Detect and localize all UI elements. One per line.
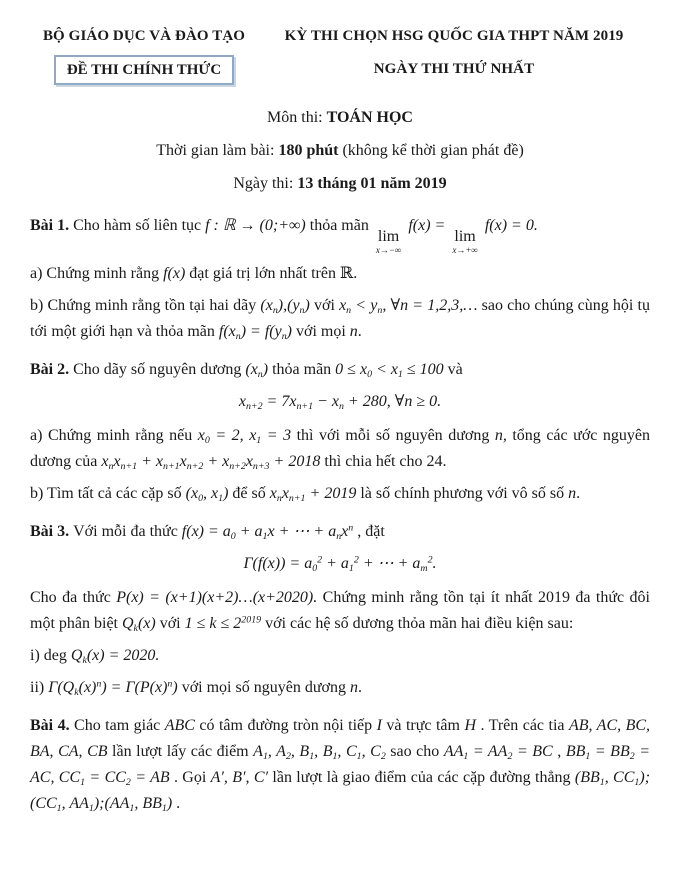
text-run: lần lượt lấy các điểm	[107, 743, 254, 760]
text-run: I	[376, 717, 382, 734]
ministry-name: BỘ GIÁO DỤC VÀ ĐÀO TẠO	[42, 28, 246, 44]
problem-3-body	[30, 585, 650, 637]
text-run: 180 phút	[278, 142, 339, 159]
text-run: .	[172, 795, 181, 812]
text-run: ,	[552, 743, 566, 760]
text-run: $x_nx_{n+1} + 2019$	[269, 485, 357, 505]
problem-4-statement	[30, 713, 650, 817]
text-run: với các hệ số dương thỏa mãn hai điều kiện sau:	[261, 615, 574, 632]
problem-3-cond-i	[30, 643, 650, 669]
header-left-column	[30, 26, 258, 85]
text-run: n	[349, 679, 358, 696]
text-run: ii)	[30, 679, 49, 696]
subject-line	[30, 107, 650, 129]
text-run: (không kể thời gian phát đề)	[338, 142, 524, 159]
text-run: thì với mỗi số nguyên dương	[291, 427, 495, 444]
text-run: Chứng minh rằng tồn tại ít nhất 2019 đa thức đôi một phân biệt	[30, 589, 651, 632]
text-run: $Q_k(x)$	[121, 615, 156, 635]
text-run: $0 \le x_0 < x_1 \le 100$	[335, 361, 444, 381]
text-run: Với mỗi đa thức	[73, 523, 182, 540]
text-run: f(x)	[163, 265, 186, 282]
exam-info-block	[30, 107, 650, 195]
text-run: b) Chứng minh rằng tồn tại hai dãy	[30, 297, 261, 314]
official-exam-box: ĐỀ THI CHÍNH THỨC	[54, 55, 234, 85]
text-run: P(x) = (x+1)(x+2)…(x+2020).	[116, 589, 318, 606]
text-run: để số	[228, 485, 270, 502]
exam-name: KỲ THI CHỌN HSG QUỐC GIA THPT NĂM 2019	[284, 28, 624, 44]
text-run: f : ℝ → (0;+∞)	[205, 217, 306, 234]
text-run: Cho hàm số liên tục	[73, 217, 206, 234]
text-run: với mọi số nguyên dương	[177, 679, 350, 696]
problem-1-part-a	[30, 261, 650, 287]
document-header	[30, 26, 650, 85]
text-run: a) Chứng minh rằng	[30, 265, 164, 282]
text-run: .	[357, 323, 362, 340]
text-run: sao cho chúng cùng hội tụ tới một giới hạn và thỏa mãn	[30, 297, 650, 340]
text-run: ABC	[164, 717, 195, 734]
duration-line	[30, 140, 650, 162]
text-run: TOÁN HỌC	[326, 109, 413, 126]
text-run: Bài 4.	[30, 717, 75, 734]
text-run: $BB_1 = BB_2$ = AC, $CC_1 = CC_2$ = AB	[30, 743, 651, 789]
problem-3-cond-ii	[30, 675, 650, 701]
text-run: $x_0 = 2$, $x_1 = 3$	[197, 427, 292, 447]
text-run: với	[309, 297, 340, 314]
text-run: Bài 2.	[30, 361, 74, 378]
limit-operator: lim x→+∞	[452, 228, 478, 255]
text-run: $x_n < y_n$, ∀n = 1,2,3,…	[339, 297, 478, 317]
text-run: và	[443, 361, 463, 378]
problem-3-statement	[30, 519, 650, 545]
text-run: Môn thi:	[267, 109, 327, 126]
text-run: i) deg	[30, 647, 71, 664]
text-run: $(x_n),(y_n)$	[260, 297, 310, 317]
text-run: thỏa mãn	[268, 361, 336, 378]
text-run: f(x) = 0.	[480, 217, 538, 234]
exam-date-line	[30, 173, 650, 195]
text-run: ($x_0$, $x_1$)	[185, 485, 229, 505]
text-run: Bài 3.	[30, 523, 74, 540]
exam-day: NGÀY THI THỨ NHẤT	[373, 61, 535, 77]
text-run: với	[155, 615, 185, 632]
text-run: đạt giá trị lớn nhất trên ℝ.	[185, 265, 358, 282]
text-run: $f(x_n) = f(y_n)$	[218, 323, 292, 343]
text-run: $Q_k(x) = 2020$.	[70, 647, 160, 667]
problem-2-recurrence	[30, 389, 650, 415]
text-run: Thời gian làm bài:	[156, 142, 279, 159]
text-run: A′, B′, C′	[210, 769, 269, 786]
text-run: thỏa mãn	[305, 217, 373, 234]
text-run: . Gọi	[169, 769, 211, 786]
text-run: $x_{n+2} = 7x_{n+1} - x_n + 280$, ∀n ≥ 0.	[238, 393, 442, 413]
problem-list	[30, 213, 650, 817]
text-run: AB, AC, BC, BA, CA, CB	[30, 717, 651, 760]
text-run: lần lượt là giao điểm của các cặp đường thẳng	[268, 769, 575, 786]
text-run: $\Gamma(f(x)) = a_0^2 + a_1^2$ + ⋯ + $a_m^2$.	[243, 554, 437, 575]
text-run: có tâm đường tròn nội tiếp	[194, 717, 377, 734]
text-run: Cho tam giác	[74, 717, 165, 734]
text-run: $f(x) = a_0 + a_1x$ + ⋯ + $a_nx^n$	[181, 522, 354, 543]
text-run: H	[464, 717, 476, 734]
text-run: . Trên các tia	[476, 717, 569, 734]
text-run: ($BB_1$, $CC_1);(CC_1$, $AA_1);(AA_1$, $BB_1$)	[30, 769, 651, 815]
text-run: Cho đa thức	[30, 589, 117, 606]
text-run: n	[568, 485, 577, 502]
header-right-column	[258, 26, 650, 79]
problem-3-gamma-def	[30, 551, 650, 577]
text-run: $x_nx_{n+1} + x_{n+1}x_{n+2} + x_{n+2}x_{n+3} + 2018$	[101, 453, 321, 473]
text-run: là số chính phương với vô số số	[356, 485, 569, 502]
text-run: $(x_n)$	[245, 361, 269, 381]
text-run: 13 tháng 01 năm 2019	[297, 175, 447, 192]
text-run: $\Gamma(Q_k(x)^n) = \Gamma(P(x)^n)$	[48, 678, 178, 699]
text-run: thì chia hết cho 24.	[320, 453, 447, 470]
text-run: $1 \le k \le 2^{2019}$	[184, 614, 262, 632]
text-run: $A_1$, $A_2$, $B_1$, $B_1$, $C_1$, $C_2$	[253, 743, 386, 763]
text-run: f(x) =	[404, 217, 450, 234]
text-run: , đặt	[353, 523, 385, 540]
text-run: $AA_1 = AA_2$ = BC	[443, 743, 553, 763]
text-run: Cho dãy số nguyên dương	[73, 361, 246, 378]
text-run: tổng các ước nguyên dương của	[30, 427, 650, 470]
problem-2-statement	[30, 357, 650, 383]
text-run: .	[357, 679, 362, 696]
problem-1-statement	[30, 213, 650, 255]
problem-1-part-b	[30, 293, 650, 345]
text-run: a) Chứng minh rằng nếu	[30, 427, 198, 444]
problem-2-part-a	[30, 423, 650, 475]
text-run: Bài 1.	[30, 217, 74, 234]
text-run: .	[576, 485, 581, 502]
text-run: Ngày thi:	[233, 175, 298, 192]
text-run: n,	[494, 427, 507, 444]
limit-operator: lim x→−∞	[375, 228, 402, 255]
text-run: n	[349, 323, 358, 340]
problem-2-part-b	[30, 481, 650, 507]
text-run: sao cho	[385, 743, 444, 760]
text-run: và trực tâm	[381, 717, 465, 734]
text-run: b) Tìm tất cả các cặp số	[30, 485, 186, 502]
text-run: với mọi	[292, 323, 350, 340]
